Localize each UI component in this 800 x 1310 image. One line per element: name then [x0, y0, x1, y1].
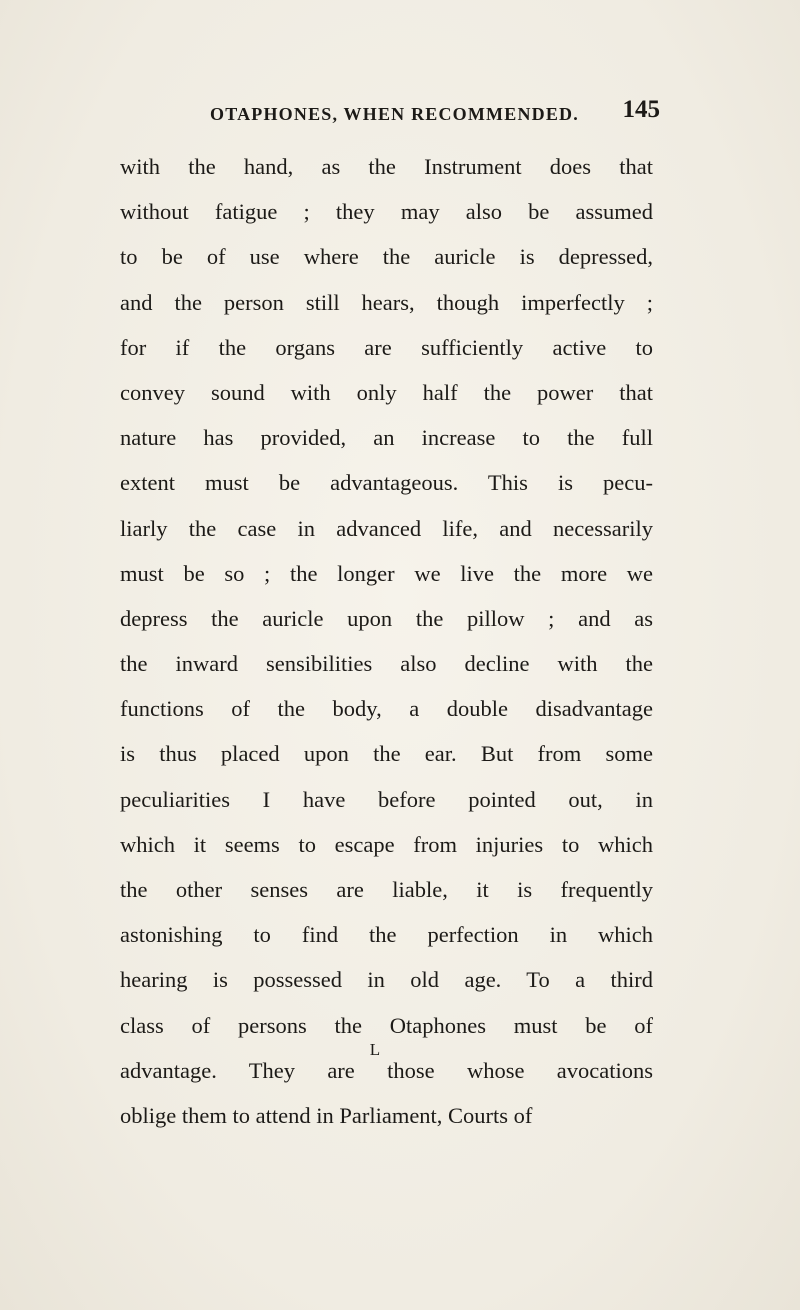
- text-line: nature has provided, an increase to the full: [120, 425, 653, 451]
- text-line: oblige them to attend in Parliament, Courts of: [120, 1102, 533, 1128]
- text-line: extent must be advantageous. This is pecu-: [120, 470, 653, 496]
- text-line: to be of use where the auricle is depressed,: [120, 244, 653, 270]
- text-line: without fatigue ; they may also be assumed: [120, 199, 653, 225]
- text-line: for if the organs are sufficiently active to: [120, 334, 653, 360]
- text-line: the inward sensibilities also decline with the: [120, 651, 653, 677]
- text-line: functions of the body, a double disadvantage: [120, 696, 653, 722]
- text-line: class of persons the Otaphones must be of: [120, 1012, 653, 1038]
- text-line: convey sound with only half the power that: [120, 379, 653, 405]
- running-title: OTAPHONES, WHEN RECOMMENDED.: [210, 104, 579, 124]
- text-line: liarly the case in advanced life, and necessarily: [120, 515, 653, 541]
- text-line: is thus placed upon the ear. But from some: [120, 741, 653, 767]
- text-line: astonishing to find the perfection in which: [120, 922, 653, 948]
- text-line: must be so ; the longer we live the more we: [120, 560, 653, 586]
- text-line: which it seems to escape from injuries to which: [120, 831, 653, 857]
- page-number: 145: [622, 96, 660, 123]
- text-line: hearing is possessed in old age. To a third: [120, 967, 653, 993]
- text-line: and the person still hears, though imperfectly ;: [120, 289, 653, 315]
- text-line: with the hand, as the Instrument does that: [120, 154, 653, 179]
- body-text: [120, 144, 653, 1138]
- text-line: advantage. They are those whose avocations: [120, 1057, 653, 1083]
- text-line: peculiarities I have before pointed out, in: [120, 786, 653, 812]
- running-head: [210, 96, 660, 136]
- text-line: depress the auricle upon the pillow ; and as: [120, 605, 653, 631]
- text-line: the other senses are liable, it is frequently: [120, 877, 653, 902]
- signature-mark: L: [369, 1040, 381, 1059]
